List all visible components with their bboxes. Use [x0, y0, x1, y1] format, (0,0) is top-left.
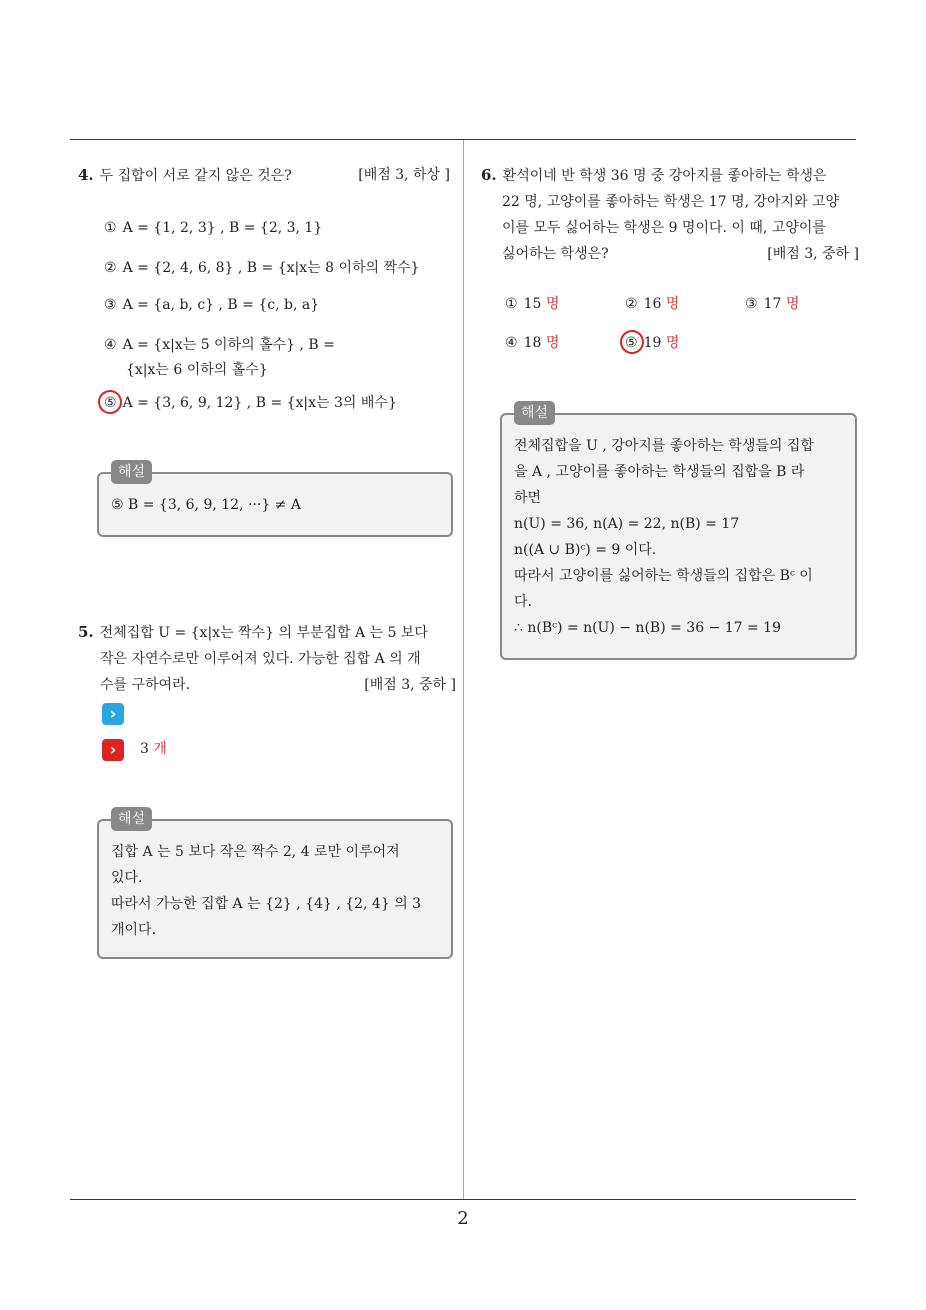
- points: [배점 3, 중하 ]: [364, 677, 456, 693]
- points: [배점 3, 하상 ]: [358, 167, 450, 183]
- q6-option-2[interactable]: ② 16 명: [625, 296, 680, 312]
- explanation-box-q6: 해설 전체집합을 U , 강아지를 좋아하는 학생들의 집합 을 A , 고양이를 좋아하는 학생들의 집합을 B 라 하면 n(U) = 36, n(A) = 22, n(B) = 17 n((A ∪ B)ᶜ) = 9 이다. 따라서 고양이를 싫어하는 학생들의 집합은 Bᶜ 이 다. ∴ n(Bᶜ) = n(U) − n(B) = 36 − 17 = 19: [500, 413, 857, 660]
- q6-option-1[interactable]: ① 15 명: [505, 296, 560, 312]
- answer-value: 3 개: [140, 741, 167, 757]
- explanation-box-q4: [97, 464, 453, 537]
- question-4: [78, 162, 450, 189]
- points: [배점 3, 중하 ]: [767, 246, 859, 262]
- option-3[interactable]: ③ A = {a, b, c} , B = {c, b, a}: [104, 297, 320, 313]
- question-number: 4.: [78, 166, 94, 184]
- question-number: 5.: [78, 623, 94, 641]
- option-2[interactable]: ② A = {2, 4, 6, 8} , B = {x|x는 8 이하의 짝수}: [104, 260, 420, 276]
- q6-option-4[interactable]: ④ 18 명: [505, 335, 560, 351]
- column-divider: [463, 140, 464, 1200]
- option-1[interactable]: ① A = {1, 2, 3} , B = {2, 3, 1}: [104, 220, 323, 236]
- question-stem: 두 집합이 서로 같지 않은 것은?: [99, 168, 292, 184]
- option-4[interactable]: ④ A = {x|x는 5 이하의 홀수} , B =: [104, 337, 335, 353]
- explanation-tag: 해설: [514, 401, 555, 425]
- explanation-text: ⑤ B = {3, 6, 9, 12, ···} ≠ A: [111, 497, 301, 513]
- q6-option-5[interactable]: ⑤ 19 명: [625, 335, 680, 351]
- option-5[interactable]: ⑤ A = {3, 6, 9, 12} , B = {x|x는 3의 배수}: [104, 395, 397, 411]
- question-number: 6.: [481, 166, 497, 184]
- explanation-tag: 해설: [111, 460, 152, 484]
- option-4-continued: {x|x는 6 이하의 홀수}: [126, 362, 268, 378]
- question-6: 6. 환석이네 반 학생 36 명 중 강아지를 좋아하는 학생은 22 명, 고양이를 좋아하는 학생은 17 명, 강아지와 고양 이를 모두 싫어하는 학생은 9 명이다. 이 때, 고양이를 싫어하는 학생은? [배점 3, 중하 ]: [481, 162, 859, 267]
- question-5: 5. 전체집합 U = {x|x는 짝수} 의 부분집합 A 는 5 보다 작은 자연수로만 이루어져 있다. 가능한 집합 A 의 개 수를 구하여라. [배점 3, 중하 ]: [78, 619, 456, 698]
- explanation-tag: 해설: [111, 807, 152, 831]
- answer-toggle-icon[interactable]: ›: [102, 703, 124, 725]
- bottom-rule: [70, 1199, 856, 1200]
- page-number: 2: [457, 1208, 469, 1229]
- explanation-box-q5: 해설 집합 A 는 5 보다 작은 짝수 2, 4 로만 이루어져 있다. 따라서 가능한 집합 A 는 {2} , {4} , {2, 4} 의 3 개이다.: [97, 819, 453, 959]
- answer-reveal-icon[interactable]: ›: [102, 739, 124, 761]
- q6-option-3[interactable]: ③ 17 명: [745, 296, 800, 312]
